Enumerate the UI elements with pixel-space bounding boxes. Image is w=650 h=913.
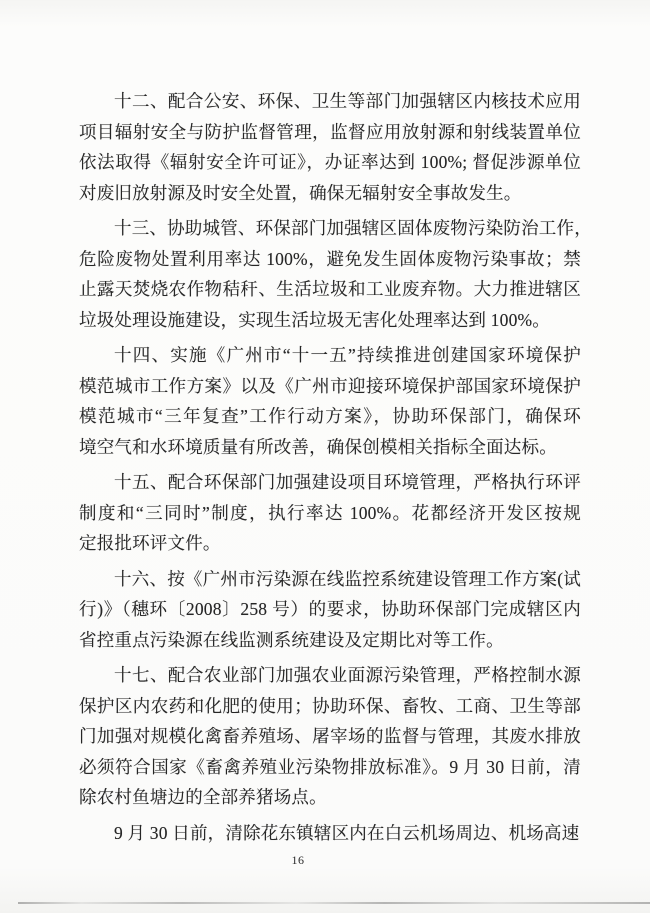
text-line: 制度和“三同时”制度，执行率达 100%。花都经济开发区按规 — [79, 502, 581, 523]
text-line: 十四、实施《广州市“十一五”持续推进创建国家环境保护 — [114, 345, 581, 365]
paragraph — [79, 467, 581, 559]
paragraph — [79, 213, 592, 335]
text-line: 危险废物处置利用率达 100%，避免发生固体废物污染事故；禁 — [79, 248, 581, 269]
text-line: 保护区内农药和化肥的使用；协助环保、畜牧、工商、卫生等部 — [79, 695, 581, 716]
text-line: 项目辐射安全与防护监督管理，监督应用放射源和射线装置单位 — [79, 121, 581, 142]
text-line: 依法取得《辐射安全许可证》，办证率达到 100%; 督促涉源单位 — [79, 152, 581, 172]
paragraph — [79, 86, 581, 208]
text-line: 对废旧放射源及时安全处置，确保无辐射安全事故发生。 — [79, 182, 522, 203]
text-line: 十五、配合环保部门加强建设项目环境管理，严格执行环评 — [114, 472, 581, 492]
paragraph — [79, 660, 581, 813]
text-line: 十二、配合公安、环保、卫生等部门加强辖区内核技术应用 — [114, 91, 581, 111]
text-line: 止露天焚烧农作物秸秆、生活垃圾和工业废弃物。大力推进辖区 — [79, 279, 581, 299]
text-line: 十六、按《广州市污染源在线监控系统建设管理工作方案(试 — [114, 568, 581, 589]
text-line: 境空气和水环境质量有所改善，确保创模相关指标全面达标。 — [79, 436, 557, 457]
text-line: 省控重点污染源在线监测系统建设及定期比对等工作。 — [79, 629, 504, 650]
text-line: 门加强对规模化禽畜养殖场、屠宰场的监督与管理，其废水排放 — [79, 726, 581, 746]
text-line: 垃圾处理设施建设，实现生活垃圾无害化处理率达到 100%。 — [79, 309, 551, 330]
text-line: 模范城市“三年复查”工作行动方案》，协助环保部门，确保环 — [79, 406, 581, 426]
page-number: 16 — [291, 853, 305, 867]
text-line: 9 月 30 日前，清除花东镇辖区内在白云机场周边、机场高速 — [114, 822, 580, 843]
text-line: 十七、配合农业部门加强农业面源污染管理，严格控制水源 — [114, 665, 581, 685]
text-line: 行)》（穗环〔2008〕258 号）的要求，协助环保部门完成辖区内 — [79, 599, 581, 619]
text-line: 除农村鱼塘边的全部养猪场点。 — [79, 787, 327, 807]
text-line: 定报批环评文件。 — [79, 533, 221, 553]
document-body — [79, 86, 592, 853]
text-line: 十三、协助城管、环保部门加强辖区固体废物污染防治工作， — [114, 218, 592, 238]
text-line: 必须符合国家《畜禽养殖业污染物排放标准》。9 月 30 日前，清 — [79, 756, 581, 777]
paragraph — [79, 818, 581, 849]
scan-artifact-line — [18, 902, 650, 904]
paragraph — [79, 340, 581, 462]
text-line: 模范城市工作方案》以及《广州市迎接环境保护部国家环境保护 — [79, 375, 581, 396]
paragraph — [79, 564, 581, 656]
